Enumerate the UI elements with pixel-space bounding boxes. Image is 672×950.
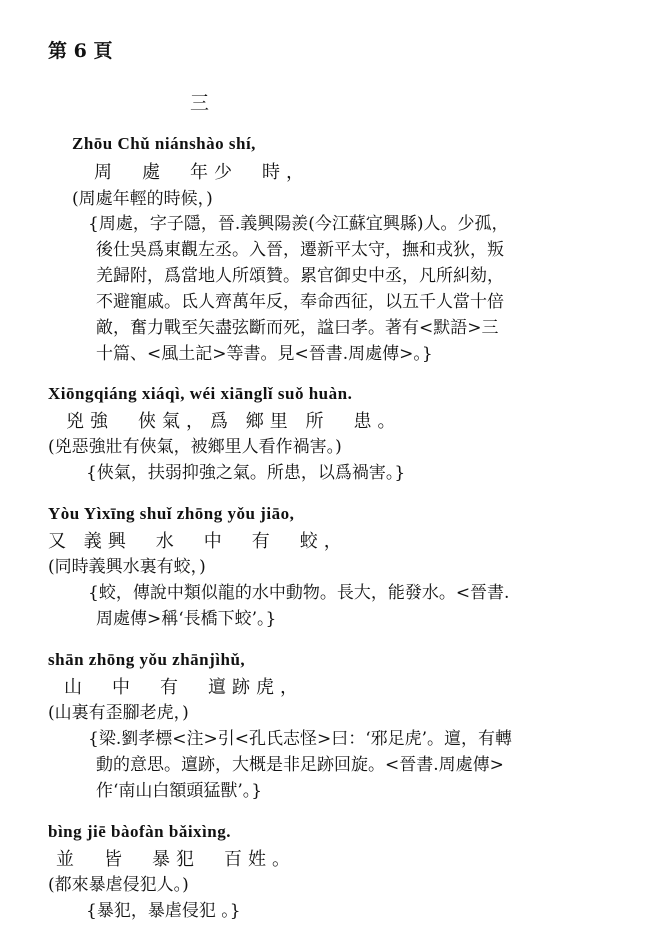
- section-number: 三: [190, 92, 210, 114]
- hanzi-line: 又 義興 水 中 有 蛟，: [48, 531, 348, 552]
- pinyin-line: Yòu Yìxīng shuǐ zhōng yǒu jiāo,: [48, 504, 295, 523]
- pinyin-line: Xiōngqiáng xiáqì, wéi xiānglǐ suǒ huàn.: [48, 384, 353, 403]
- note-line: 敵，奮力戰至矢盡弦斷而死，諡曰孝。著有<默語>三: [96, 318, 499, 338]
- note-line: {俠氣，扶弱抑強之氣。所患，以爲禍害。}: [86, 463, 406, 483]
- note-line: 後仕吳爲東觀左丞。入晉，遷新平太守，撫和戎狄，叛: [96, 240, 504, 260]
- hanzi-line: 周 處 年少 時，: [94, 162, 310, 183]
- pinyin-line: bìng jiē bàofàn bǎixìng.: [48, 822, 231, 841]
- note-line: {暴犯，暴虐侵犯 。}: [86, 901, 241, 921]
- hanzi-line: 山 中 有 邅跡虎，: [64, 677, 304, 698]
- translation-line: (兇惡強壯有俠氣，被鄉里人看作禍害。): [48, 437, 342, 457]
- translation-line: (同時義興水裏有蛟，): [48, 557, 206, 577]
- translation-line: (都來暴虐侵犯人。): [48, 875, 189, 895]
- translation-line: (周處年輕的時候，): [72, 189, 213, 209]
- translation-line: (山裏有歪腳老虎，): [48, 703, 189, 723]
- pinyin-line: shān zhōng yǒu zhānjìhǔ,: [48, 650, 246, 669]
- hanzi-line: 並 皆 暴犯 百姓。: [56, 849, 296, 870]
- hanzi-line: 兇強 俠氣，爲 鄉里 所 患。: [66, 411, 402, 432]
- note-line: 作‘南山白額頭猛獸’。}: [96, 781, 263, 801]
- note-line: 十篇、<風土記>等書。見<晉書.周處傳>。}: [96, 344, 433, 364]
- note-line: 周處傳>稱‘長橋下蛟’。}: [96, 609, 277, 629]
- note-line: 不避寵戚。氐人齊萬年反，奉命西征，以五千人當十倍: [96, 292, 504, 312]
- note-line: {蛟，傳說中類似龍的水中動物。長大，能發水。<晉書.: [88, 583, 510, 603]
- note-line: {周處，字子隱，晉.義興陽羨(今江蘇宜興縣)人。少孤，: [88, 214, 509, 234]
- page-number: 第 6 頁: [48, 40, 113, 62]
- note-line: 動的意思。邅跡，大概是非足跡回旋。<晉書.周處傳>: [96, 755, 504, 775]
- pinyin-line: Zhōu Chǔ niánshào shí,: [72, 134, 256, 153]
- note-line: 羌歸附，爲當地人所頌贊。累官御史中丞，凡所糾劾，: [96, 266, 504, 286]
- note-line: {梁.劉孝標<注>引<孔氏志怪>曰：‘邪足虎’。邅，有轉: [88, 729, 513, 749]
